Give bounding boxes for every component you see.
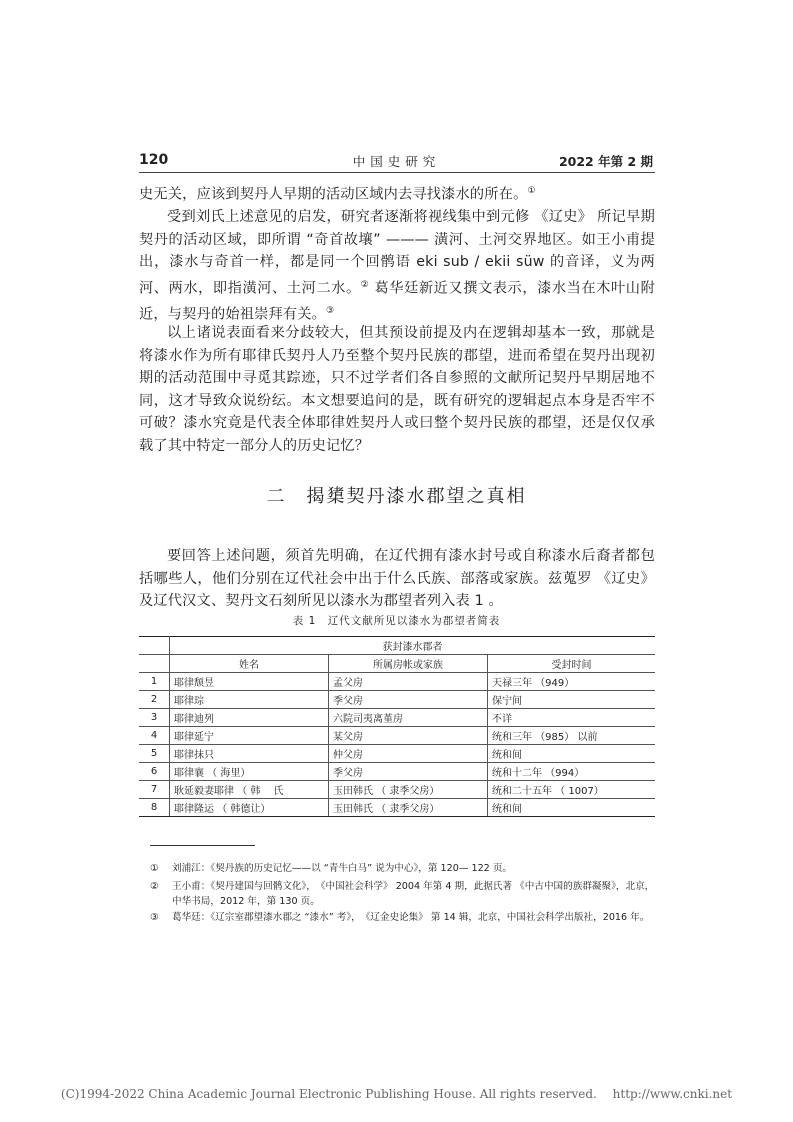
issue-label: 2022 年第 2 期 <box>558 154 653 169</box>
cell-time: 统和二十五年 （ 1007） <box>488 781 656 799</box>
row-number: 3 <box>139 709 170 727</box>
column-header: 所属房帐或家族 <box>329 655 488 673</box>
footnote-1 <box>150 861 655 876</box>
cell-time: 天禄三年 （949） <box>488 673 656 691</box>
copyright-footer: (C)1994-2022 China Academic Journal Electronic Publishing House. All rights reserved. http://www.cnki.net <box>60 1087 733 1101</box>
paragraph-4: 要回答上述问题，须首先明确，在辽代拥有漆水封号或自称漆水后裔者都包括哪些人，他们分别在辽代社会中出于什么氏族、部落或家族。兹蒐罗 《辽史》 及辽代汉文、契丹文石刻所见以漆水为郡望者列入表 1 。 <box>139 548 655 610</box>
section-title: 二 揭橥契丹漆水郡望之真相 <box>266 486 527 507</box>
cell-time: 保宁间 <box>488 691 656 709</box>
footnote-text: 王小甫：《契丹建国与回鹘文化》， 《中国社会科学》 2004 年第 4 期，此据氏著 《中古中国的族群凝聚》，北京，中华书局，2012 年，第 130 页。 <box>172 881 655 907</box>
cell-name: 耶律颓昱 <box>170 673 329 691</box>
table-row <box>139 745 655 763</box>
footnote-number: ① <box>150 863 159 874</box>
footnote-rule <box>150 845 255 846</box>
cell-house: 季父房 <box>329 763 488 781</box>
footnote-ref[interactable]: ② <box>360 279 370 290</box>
footnote-text: 葛华廷：《辽宗室郡望漆水郡之 “漆水” 考》， 《辽金史论集》 第 14 辑，北京，中国社会科学出版社，2016 年。 <box>172 912 650 923</box>
journal-title: 中国史研究 <box>352 154 441 169</box>
cell-house: 仲父房 <box>329 745 488 763</box>
cell-house: 玉田韩氏 （ 隶季父房） <box>329 781 488 799</box>
row-number: 4 <box>139 727 170 745</box>
header-rule <box>139 172 655 173</box>
footnote-2 <box>150 879 655 909</box>
footnote-3 <box>150 910 655 925</box>
cell-time: 统和十二年 （994） <box>488 763 656 781</box>
table-row <box>139 799 655 817</box>
cell-house: 玉田韩氏 （ 隶季父房） <box>329 799 488 817</box>
table-group-header-row <box>139 637 655 655</box>
row-number: 6 <box>139 763 170 781</box>
cell-time: 统和间 <box>488 799 656 817</box>
cell-time: 不详 <box>488 709 656 727</box>
paragraph-2-tail: 葛华廷新近又撰文表示，漆水当在木叶山附近，与契丹的始祖崇拜有关。 <box>139 280 655 323</box>
row-number: 8 <box>139 799 170 817</box>
cell-house: 孟父房 <box>329 673 488 691</box>
paragraph-2 <box>139 206 655 326</box>
table-header-row <box>139 655 655 673</box>
page-number: 120 <box>139 152 169 168</box>
paragraph-3: 以上诸说表面看来分歧较大，但其预设前提及内在逻辑却基本一致，那就是将漆水作为所有耶律氏契丹人乃至整个契丹民族的郡望，进而希望在契丹出现初期的活动范围中寻觅其踪迹，只不过学者们各自参照的文献所记契丹早期居地不同，这才导致众说纷纭。本文想要追问的是，既有研究的逻辑起点本身是否牢不可破？漆水究竟是代表全体耶律姓契丹人或曰整个契丹民族的郡望，还是仅仅承载了其中特定一部分人的历史记忆？ <box>139 325 655 454</box>
paragraph-1 <box>139 180 655 206</box>
cell-house: 季父房 <box>329 691 488 709</box>
row-number: 1 <box>139 673 170 691</box>
cell-name: 耶律延宁 <box>170 727 329 745</box>
table-cell <box>139 655 170 673</box>
cell-house: 六院司夷离堇房 <box>329 709 488 727</box>
table-row <box>139 709 655 727</box>
cell-name: 耶律隆运 （ 韩德让） <box>170 799 329 817</box>
table-1 <box>139 636 655 817</box>
footnote-text: 刘浦江：《契丹族的历史记忆——以 “青牛白马” 说为中心》，第 120— 122 页。 <box>172 863 513 874</box>
cell-time: 统和三年 （985） 以前 <box>488 727 656 745</box>
cell-name: 耶律琮 <box>170 691 329 709</box>
table-group-header: 获封漆水郡者 <box>170 637 656 655</box>
footnote-ref[interactable]: ① <box>527 186 536 196</box>
cell-name: 耶律迪列 <box>170 709 329 727</box>
column-header: 姓名 <box>170 655 329 673</box>
row-number: 7 <box>139 781 170 799</box>
cell-time: 统和间 <box>488 745 656 763</box>
row-number: 5 <box>139 745 170 763</box>
footnote-ref[interactable]: ③ <box>326 306 335 317</box>
row-number: 2 <box>139 691 170 709</box>
table-row <box>139 691 655 709</box>
cell-name: 耶律襄 （ 海里） <box>170 763 329 781</box>
paragraph-1-text: 史无关，应该到契丹人早期的活动区域内去寻找漆水的所在。 <box>139 186 528 203</box>
table-row <box>139 763 655 781</box>
paragraph-2-text: 受到刘氏上述意见的启发，研究者逐渐将视线集中到元修 《辽史》 所记早期契丹的活动区域，即所谓 “奇首故壤” ——— 潢河、土河交界地区。如王小甫提出，漆水与奇首一样，都是同一个回鹘语 eki sub / ekii süw 的音译，义为两河、两水，即指潢河、土河二水。 <box>139 209 655 297</box>
cell-name: 耶律抹只 <box>170 745 329 763</box>
table-row <box>139 781 655 799</box>
table-caption: 表 1 辽代文献所见以漆水为郡望者简表 <box>292 615 501 627</box>
cell-name: 耿延毅妻耶律 （ 韩 氏 <box>170 781 329 799</box>
column-header: 受封时间 <box>488 655 656 673</box>
table-row <box>139 673 655 691</box>
footnote-number: ③ <box>150 912 159 923</box>
table-cell <box>139 637 170 655</box>
table-row <box>139 727 655 745</box>
cell-house: 某父房 <box>329 727 488 745</box>
footnote-number: ② <box>150 881 159 892</box>
